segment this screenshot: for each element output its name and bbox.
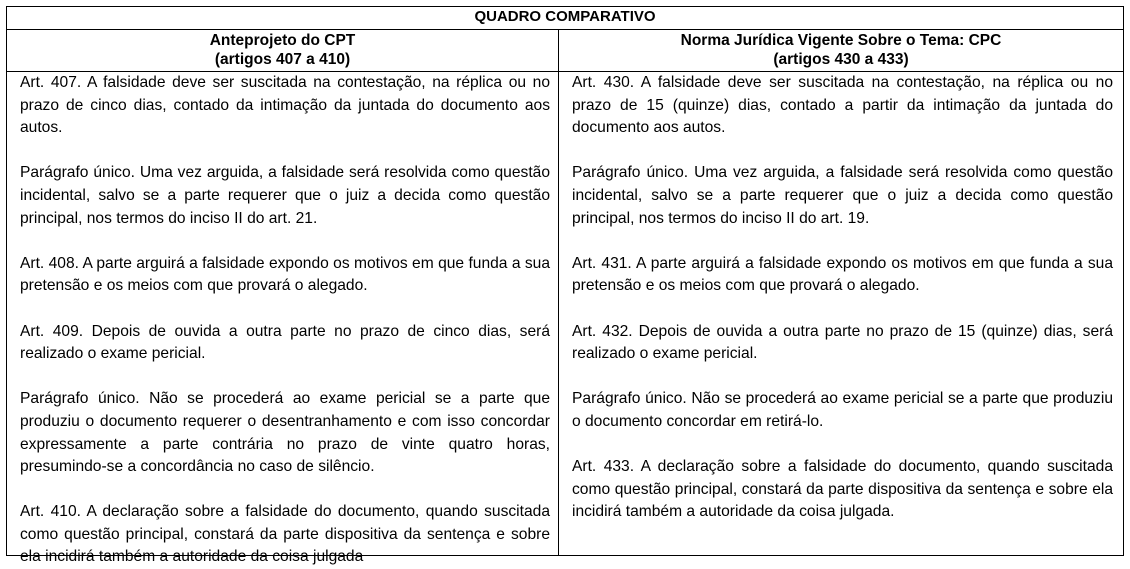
right-header-subtitle: (artigos 430 a 433)	[773, 51, 909, 68]
left-paragraph: Art. 408. A parte arguirá a falsidade expondo os motivos em que funda a sua pretensão e os meios com que provará o alegado.	[20, 254, 550, 295]
left-paragraph: Art. 407. A falsidade deve ser suscitada na contestação, na réplica ou no prazo de cinco dias, contado da intimação da juntada do documento aos autos.	[20, 74, 550, 137]
left-paragraph: Art. 409. Depois de ouvida a outra parte no prazo de cinco dias, será realizado o exame pericial.	[20, 322, 550, 363]
left-paragraph: Art. 410. A declaração sobre a falsidade do documento, quando suscitada como questão principal, constará da parte dispositiva da sentença e sobre ela incidirá também a autoridade da coisa julgada	[20, 503, 550, 566]
left-column-header	[7, 30, 559, 71]
right-paragraph: Art. 430. A falsidade deve ser suscitada na contestação, na réplica ou no prazo de 15 (quinze) dias, contado a partir da intimação da juntada do documento aos autos.	[572, 74, 1113, 137]
left-paragraph: Parágrafo único. Uma vez arguida, a falsidade será resolvida como questão incidental, salvo se a parte requerer que o juiz a decida como questão principal, nos termos do inciso II do art. 21.	[20, 164, 550, 227]
left-header-subtitle: (artigos 407 a 410)	[214, 51, 351, 68]
right-paragraph: Art. 433. A declaração sobre a falsidade do documento, quando suscitada como questão principal, constará da parte dispositiva da sentença e sobre ela incidirá também a autoridade da coisa julgada.	[572, 458, 1113, 521]
right-header-title: Norma Jurídica Vigente Sobre o Tema: CPC	[680, 32, 1002, 49]
table-title: QUADRO COMPARATIVO	[7, 7, 1123, 30]
right-column-body	[559, 72, 1123, 556]
left-header-title: Anteprojeto do CPT	[209, 32, 356, 49]
right-column-header	[559, 30, 1123, 71]
left-column-body	[7, 72, 559, 566]
left-paragraph: Parágrafo único. Não se procederá ao exame pericial se a parte que produziu o documento requerer o desentranhamento e com isso concordar expressamente a parte contrária no prazo de vinte quatro horas, presumindo-se a concordância no caso de silêncio.	[20, 390, 550, 476]
right-paragraph: Parágrafo único. Uma vez arguida, a falsidade será resolvida como questão incidental, salvo se a parte requerer que o juiz a decida como questão principal, nos termos do inciso II do art. 19.	[572, 164, 1113, 227]
right-paragraph: Parágrafo único. Não se procederá ao exame pericial se a parte que produziu o documento concordar em retirá-lo.	[572, 390, 1113, 430]
right-paragraph: Art. 431. A parte arguirá a falsidade expondo os motivos em que funda a sua pretensão e os meios com que provará o alegado.	[572, 254, 1113, 295]
comparison-table	[6, 6, 1124, 566]
header-row	[7, 30, 1123, 72]
right-paragraph: Art. 432. Depois de ouvida a outra parte no prazo de 15 (quinze) dias, será realizado o exame pericial.	[572, 322, 1113, 363]
body-row	[7, 72, 1123, 566]
